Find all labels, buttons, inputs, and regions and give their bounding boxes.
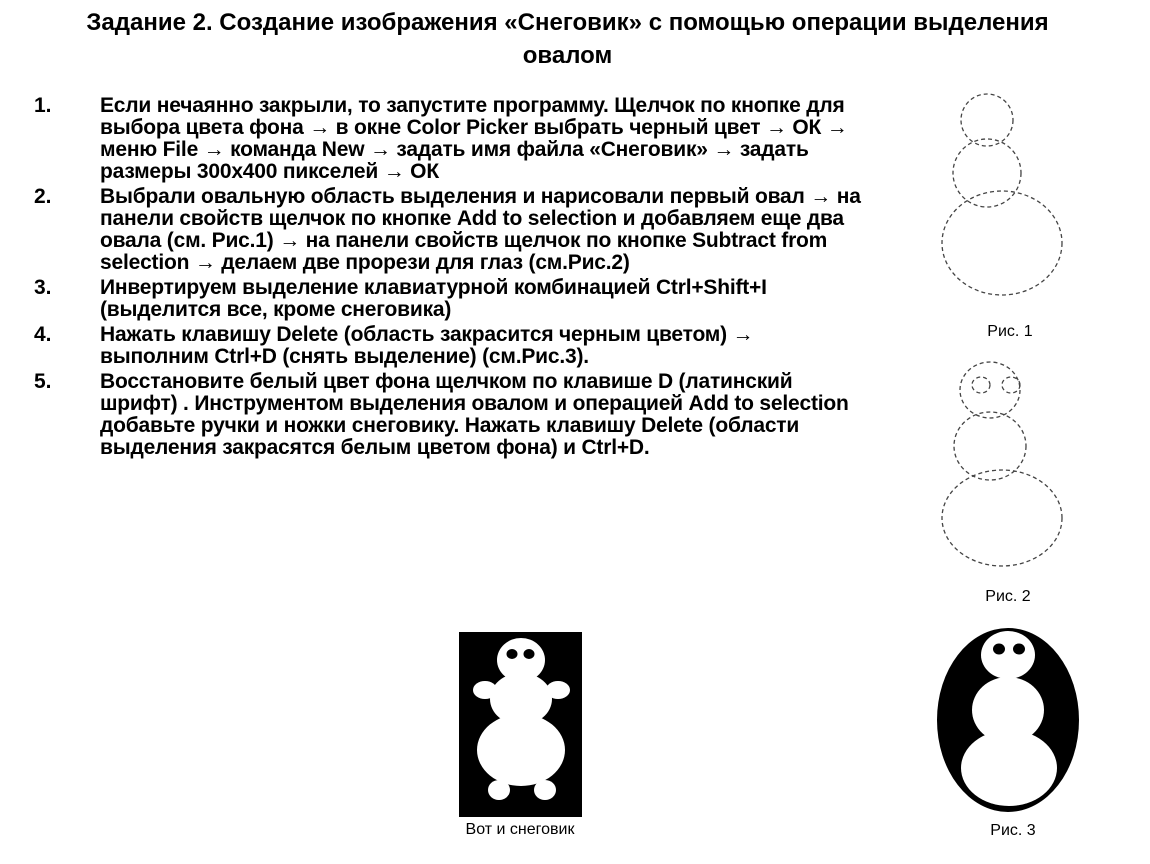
- instruction-list: [34, 95, 864, 462]
- figure-2-caption: Рис. 2: [985, 588, 1031, 605]
- step-text: Выбрали овальную область выделения и нарисовали первый овал → на панели свойств щелчок по кнопке Add to selection и добавляем еще два овала (см. Рис.1) → на панели свойств щелчок по кнопке Subtract from selection → делаем две прорези для глаз (см.Рис.2): [100, 185, 861, 274]
- list-item: [34, 95, 864, 183]
- step-number: 4.: [34, 323, 52, 346]
- step-text: Инвертируем выделение клавиатурной комбинацией Ctrl+Shift+I (выделится все, кроме снеговика): [100, 276, 767, 321]
- figure-3-caption: Рис. 3: [990, 822, 1036, 839]
- list-item: [34, 186, 864, 274]
- list-item: [34, 371, 864, 459]
- final-snowman-caption: Вот и снеговик: [465, 821, 575, 838]
- page-title: Задание 2. Создание изображения «Снеговик» с помощью операции выделения овалом: [86, 9, 1049, 69]
- step-text: Нажать клавишу Delete (область закрасится черным цветом) → выполним Ctrl+D (снять выделение) (см.Рис.3).: [100, 323, 754, 368]
- figure-1-snowman-selection: [935, 88, 1075, 308]
- step-text: Если нечаянно закрыли, то запустите программу. Щелчок по кнопке для выбора цвета фона → в окне Color Picker выбрать черный цвет → ОК → меню File → команда New → задать имя файла «Снеговик» → задать размеры 300х400 пикселей → ОК: [100, 94, 848, 183]
- figure-1-caption: Рис. 1: [987, 323, 1033, 340]
- list-item: [34, 324, 864, 368]
- figure-2-snowman-selection-eyes: [935, 358, 1075, 578]
- final-snowman-image: [459, 632, 582, 817]
- step-number: 1.: [34, 94, 52, 117]
- step-number: 5.: [34, 370, 52, 393]
- step-number: 3.: [34, 276, 52, 299]
- step-number: 2.: [34, 185, 52, 208]
- list-item: [34, 277, 864, 321]
- step-text: Восстановите белый цвет фона щелчком по клавише D (латинский шрифт) . Инструментом выделения овалом и операцией Add to selection добавьте ручки и ножки снеговику. Нажать клавишу Delete (области выделения закрасятся белым цветом фона) и Ctrl+D.: [100, 370, 849, 459]
- figure-3-snowman-oval: [935, 625, 1085, 820]
